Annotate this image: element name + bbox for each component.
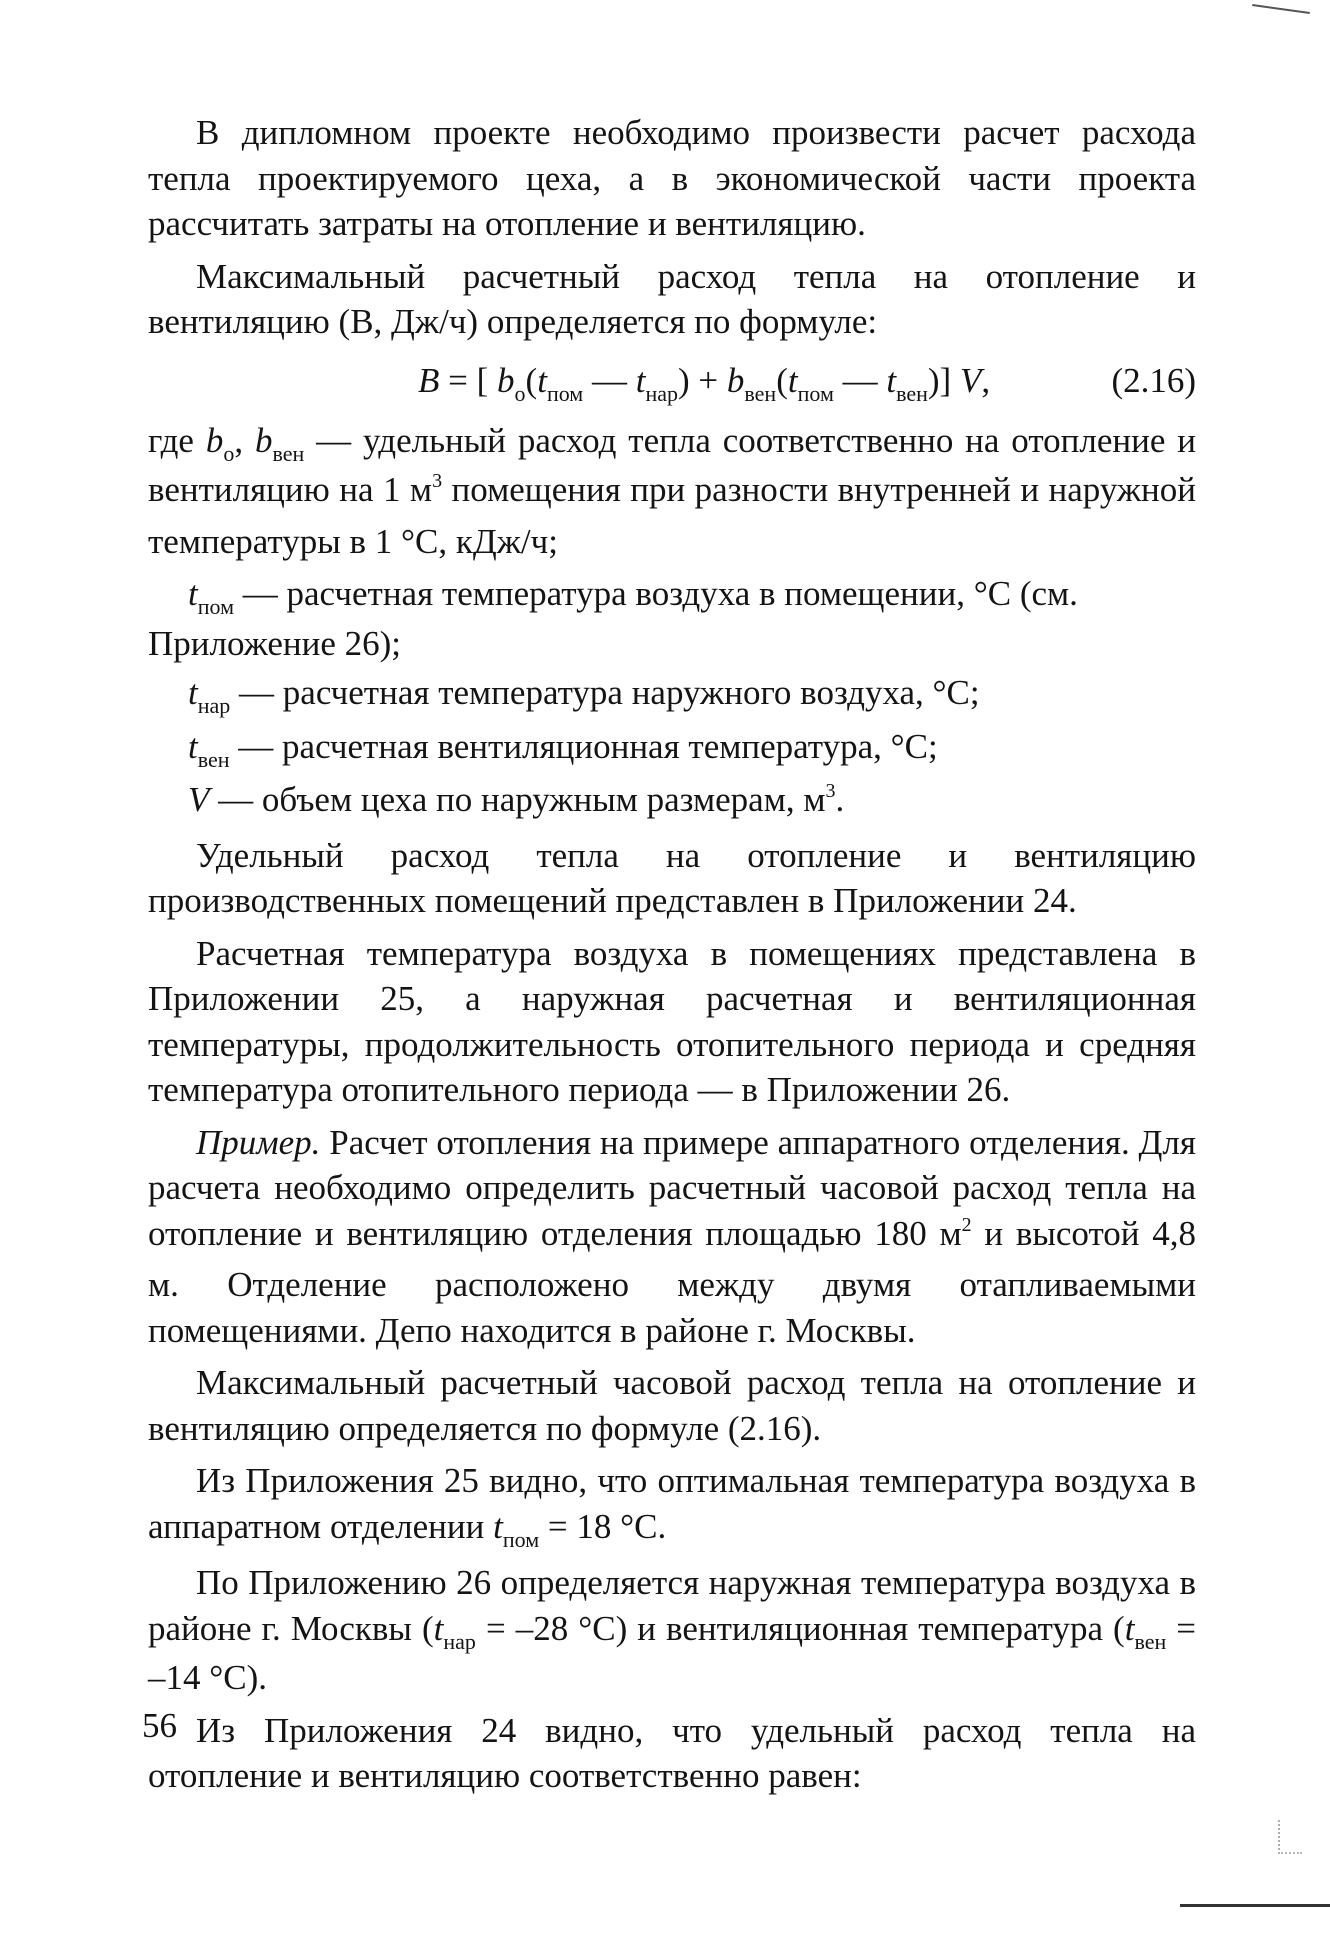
formula-number: (2.16) — [1111, 360, 1196, 400]
paragraph-outdoor-temperature: По Приложению 26 определяется наружная температура воздуха в районе г. Москвы ($t_{нар} = -28$ °С) и вентиляционная температура ($t_{вен} = -14$ °С). — [148, 1563, 1197, 1697]
formula-2-16 — [148, 352, 1196, 410]
paragraph-max-consumption: Максимальный расчетный часовой расход тепла на отопление и вентиляцию определяется по формуле (2.16). — [148, 1363, 1196, 1448]
definition-t-pom: $t_{пом}$ — расчетная температура воздуха в помещении, °С (см. Приложение 26); — [148, 574, 1078, 663]
page-body — [148, 110, 1196, 1806]
definition-t-ven: $t_{вен}$ — расчетная вентиляционная температура, °С; — [188, 726, 938, 772]
paragraph-appendix-24: Удельный расход тепла на отопление и вентиляцию производственных помещений представлен в Приложении 24. — [148, 835, 1196, 920]
scan-edge-line — [1180, 1904, 1330, 1907]
paragraph-specific-consumption: Из Приложения 24 видно, что удельный расход тепла на отопление и вентиляцию соответственно равен: — [148, 1710, 1196, 1795]
paragraph-appendix-25-26: Расчетная температура воздуха в помещениях представлена в Приложении 25, а наружная расчетная и вентиляционная температуры, продолжительность отопительного периода и средняя температура отопительного периода — в Приложении 26. — [148, 933, 1196, 1109]
page-number: 56 — [142, 1706, 177, 1745]
paragraph-where: где $b_о$, $b_{вен}$ — удельный расход тепла соответственно на отопление и вентиляцию на 1 $м^3$ помещения при разности внутренней и наружной температуры в 1 °С, кДж/ч; — [148, 420, 1197, 561]
scan-artifact — [1278, 1820, 1302, 1854]
formula-expression: B = [ $b_о(t_{пом}$ — $t_{нар}) + b_{вен}(t_{пом}$ — $t_{вен}$)] V, — [418, 360, 991, 406]
paragraph-intro: В дипломном проекте необходимо произвести расчет расхода тепла проектируемого цеха, а в экономической части проекта рассчитать затраты на отопление и вентиляцию. — [148, 113, 1196, 243]
definition-t-nar: $t_{нар}$ — расчетная температура наружного воздуха, °С; — [188, 673, 980, 718]
paragraph-example: Пример. Расчет отопления на примере аппаратного отделения. Для расчета необходимо определить расчетный часовой расход тепла на отопление и вентиляцию отделения площадью 180 $м^2$ и высотой 4,8 м. Отделение расположено между двумя отапливаемыми помещениями. Депо находится в районе г. Москвы. — [148, 1122, 1196, 1350]
scan-artifact — [1252, 4, 1310, 14]
paragraph-t-pom-value: Из Приложения 25 видно, что оптимальная температура воздуха в аппаратном отделении $t_{пом} = 18$ °С. — [148, 1461, 1196, 1552]
paragraph-formula-intro: Максимальный расчетный расход тепла на отопление и вентиляцию (В, Дж/ч) определяется по формуле: — [148, 256, 1196, 341]
example-label: Пример. — [196, 1122, 321, 1162]
definition-volume: V — объем цеха по наружным размерам, $м^3$. — [188, 780, 845, 819]
